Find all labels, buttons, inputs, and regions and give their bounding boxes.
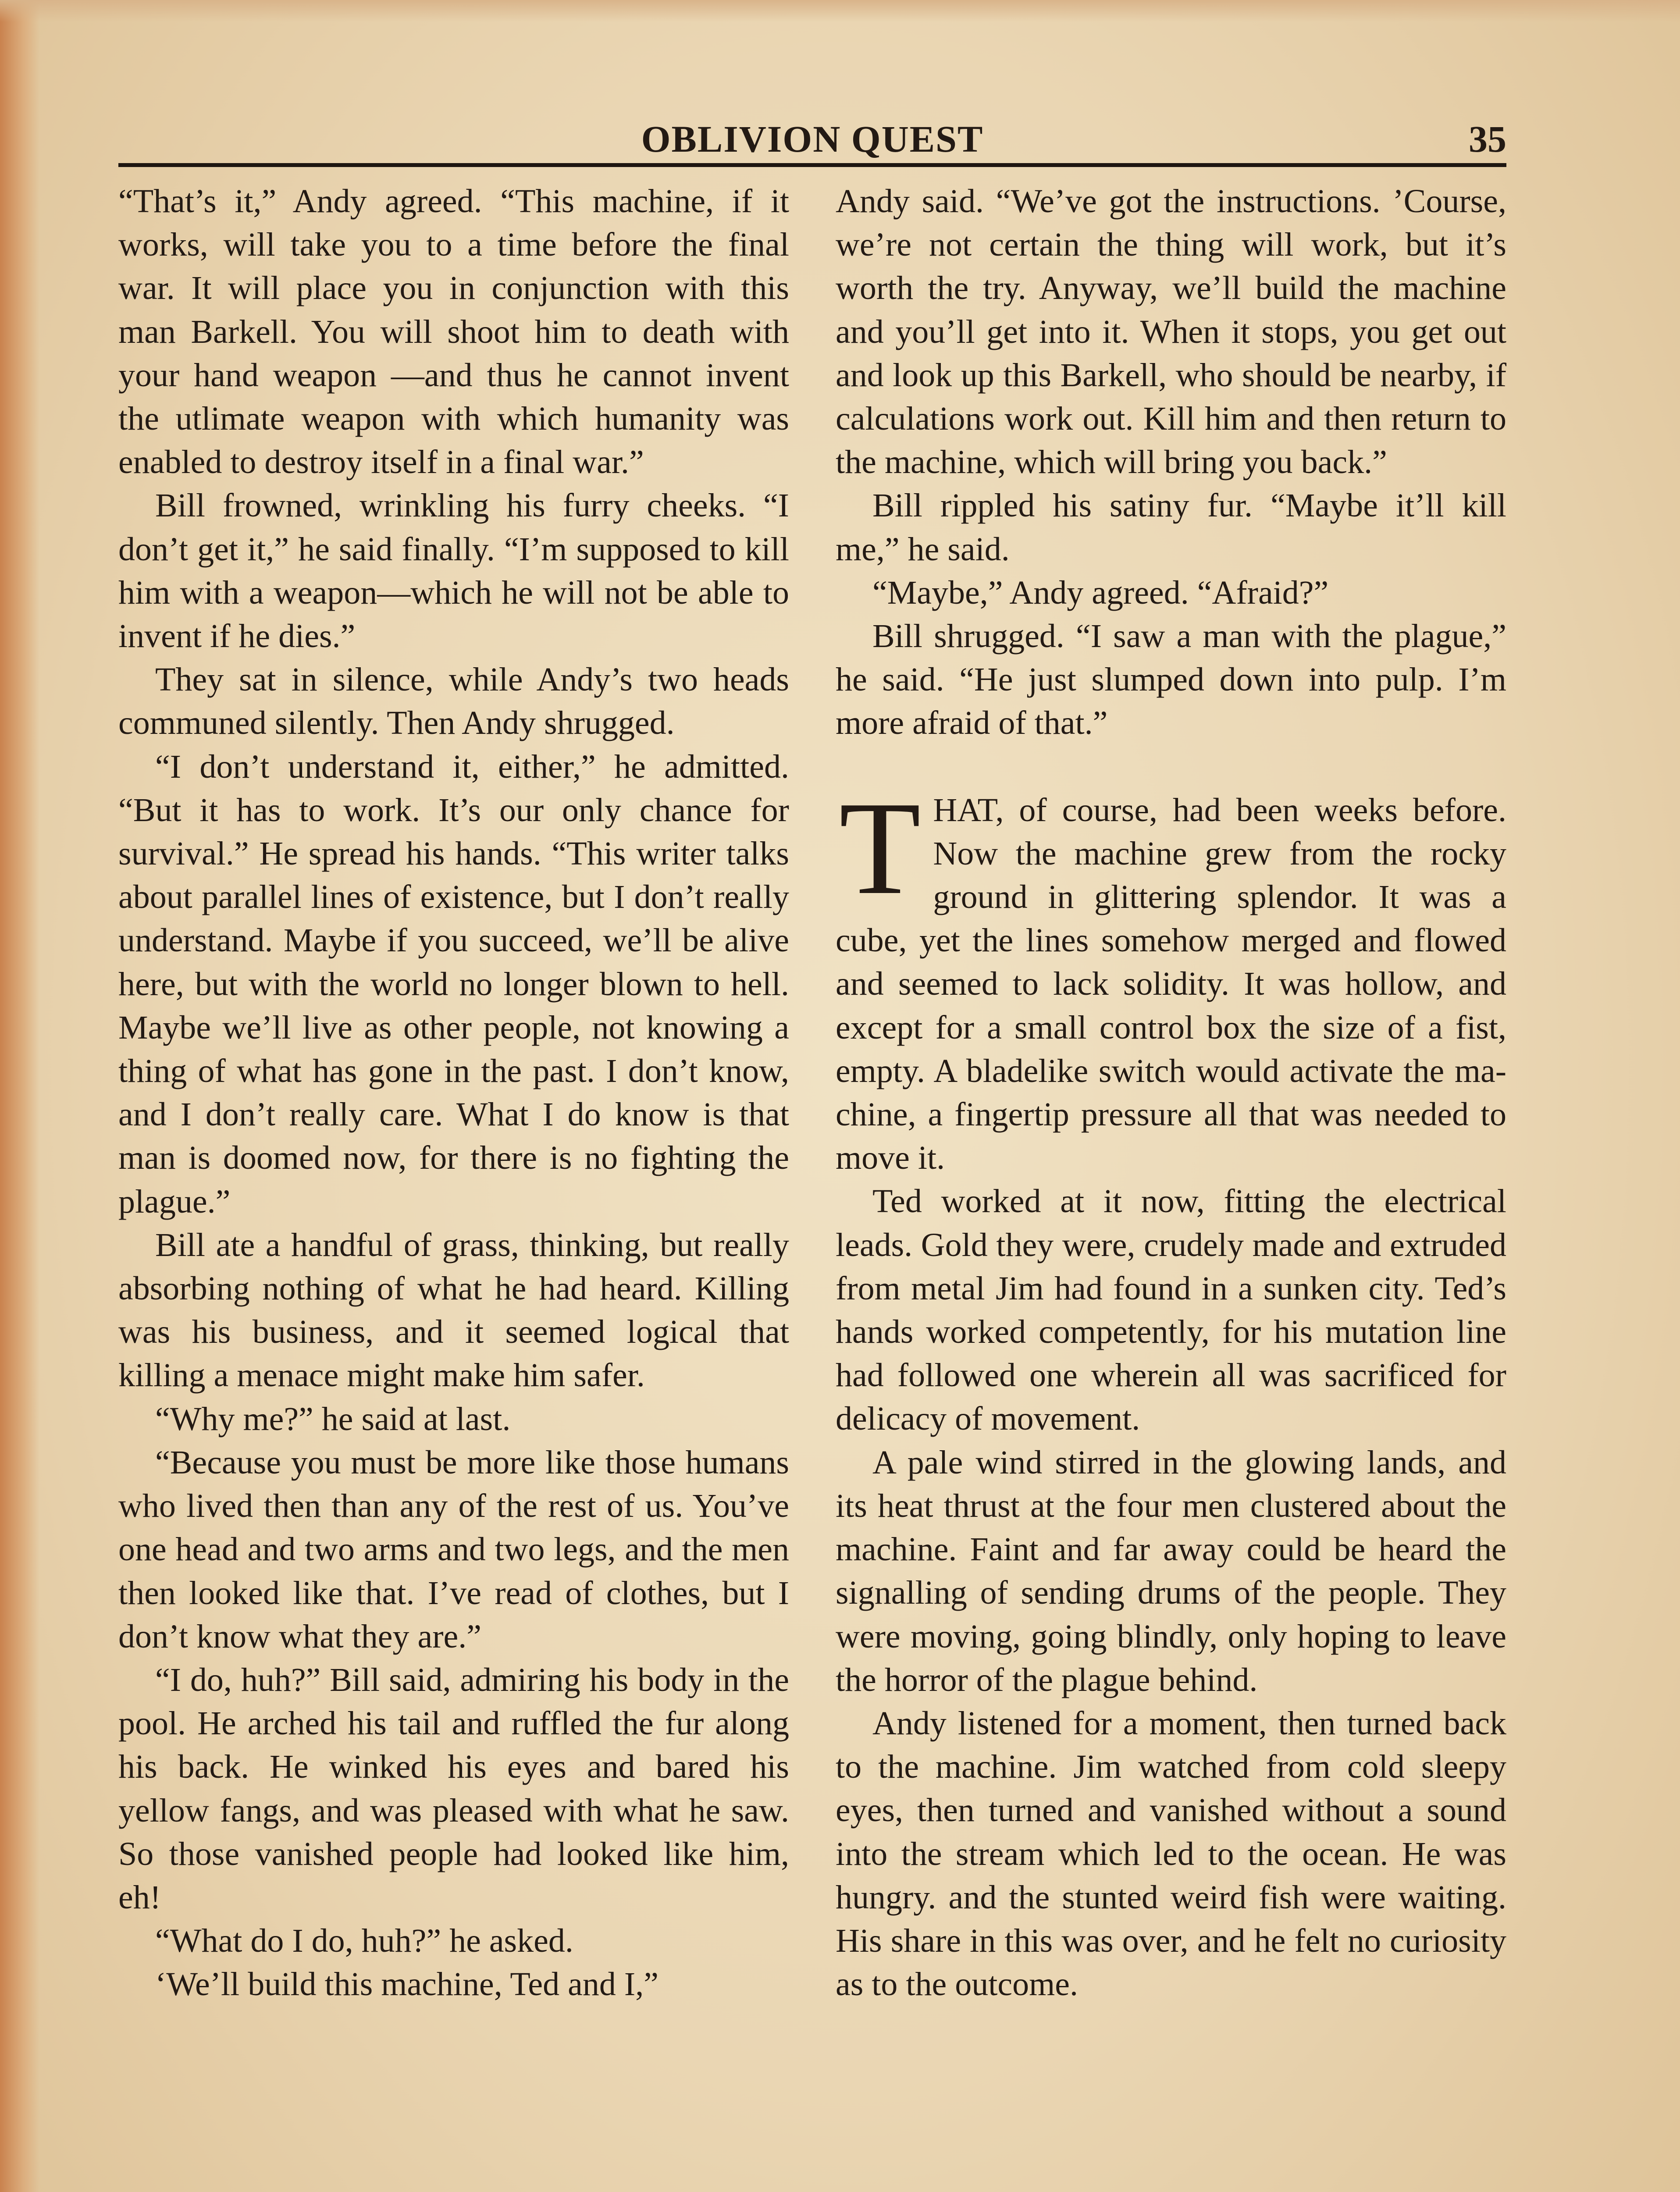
paragraph: Bill rippled his satiny fur. “Maybe it’ll kill me,” he said. xyxy=(836,487,1506,568)
drop-cap: T xyxy=(839,773,921,922)
paragraph: Andy said. “We’ve got the instructions. ’Course, we’re not certain the thing will work, but it’s worth the try. Anyway, we’ll build the machine and you’ll get into it. When it stops, you get out and look up this Barkell, who should be nearby, if calculations work out. Kill him and then return to the machine, which will bring you back.” xyxy=(836,183,1506,481)
paragraph: A pale wind stirred in the glowing lands, and its heat thrust at the four men clustered about the machine. Faint and far away could be heard the signalling of sending drums of the people. They were moving, going blindly, only hoping to leave the horror of the plague behind. xyxy=(836,1444,1506,1698)
paragraph: “I don’t understand it, either,” he admitted. “But it has to work. It’s our only chance for survival.” He spread his hands. “This writer talks about parallel lines of existence, but I don’t really understand. Maybe if you succeed, we’ll be alive here, but with the world no longer blown to hell. Maybe we’ll live as other people, not knowing a thing of what has gone in the past. I don’t know, and I don’t really care. What I do know is that man is doomed now, for there is no fighting the plague.” xyxy=(118,748,789,1220)
paragraph: “That’s it,” Andy agreed. “This machine, if it works, will take you to a time before the final war. It will place you in conjunction with this man Barkell. You will shoot him to death with your hand weapon —and thus he cannot invent the utlimate weapon with which humanity was enabled to destroy itself in a final war.” xyxy=(118,183,789,481)
paragraph: ‘We’ll build this machine, Ted and I,” xyxy=(155,1966,658,2003)
paragraph: “What do I do, huh?” he asked. xyxy=(155,1922,573,1960)
paragraph: They sat in silence, while Andy’s two heads communed silently. Then Andy shrugged. xyxy=(118,661,789,742)
page-number: 35 xyxy=(1469,118,1506,160)
right-column xyxy=(836,180,1506,2192)
left-column xyxy=(118,180,789,2192)
paragraph: Bill ate a handful of grass, thinking, but really absorbing nothing of what he had heard. Killing was his business, and it seemed logical that killing a menace might make him safer. xyxy=(118,1226,789,1394)
header-rule xyxy=(118,163,1506,167)
paragraph: Andy listened for a moment, then turned back to the machine. Jim watched from cold sleepy eyes, then turned and vanished without a sound into the stream which led to the ocean. He was hungry. and the stunted weird fish were waiting. His share in this was over, and he felt no curiosity as to the outcome. xyxy=(836,1704,1506,2003)
paragraph: “Why me?” he said at last. xyxy=(155,1400,511,1438)
section-start-paragraph xyxy=(836,773,1506,1180)
paragraph: Bill frowned, wrinkling his furry cheeks. “I don’t get it,” he said finally. “I’m supposed to kill him with a weapon—which he will not be able to invent if he dies.” xyxy=(118,487,789,655)
running-title: OBLIVION QUEST xyxy=(641,118,984,160)
page-edge-shadow xyxy=(0,0,39,2192)
paragraph: “I do, huh?” Bill said, admiring his body in the pool. He arched his tail and ruffled the fur along his back. He winked his eyes and bared his yellow fangs, and was pleased with what he saw. So those vanished people had looked like him, eh! xyxy=(118,1661,789,1916)
section-first-text: HAT, of course, had been weeks before. Now the machine grew from the rocky ground in glittering splendor. It was a cube, yet the lines somehow merged and flowed and seemed to lack solidity. It was hollow, and except for a small control box the size of a fist, empty. A bladelike switch would activate the machine, a fingertip pressure all that was needed to move it. xyxy=(836,791,1506,1177)
paragraph: Ted worked at it now, fitting the electrical leads. Gold they were, crudely made and extruded from metal Jim had found in a sunken city. Ted’s hands worked competently, for his mutation line had followed one wherein all was sacrificed for delicacy of movement. xyxy=(836,1183,1506,1438)
page-top-shadow xyxy=(0,0,1680,22)
paragraph: “Maybe,” Andy agreed. “Afraid?” xyxy=(872,574,1329,611)
paragraph: Bill shrugged. “I saw a man with the plague,” he said. “He just slumped down into pulp. I’m more afraid of that.” xyxy=(836,618,1506,742)
paragraph: “Because you must be more like those humans who lived then than any of the rest of us. You’ve one head and two arms and two legs, and the men then looked like that. I’ve read of clothes, but I don’t know what they are.” xyxy=(118,1444,789,1655)
running-head xyxy=(118,115,1506,167)
